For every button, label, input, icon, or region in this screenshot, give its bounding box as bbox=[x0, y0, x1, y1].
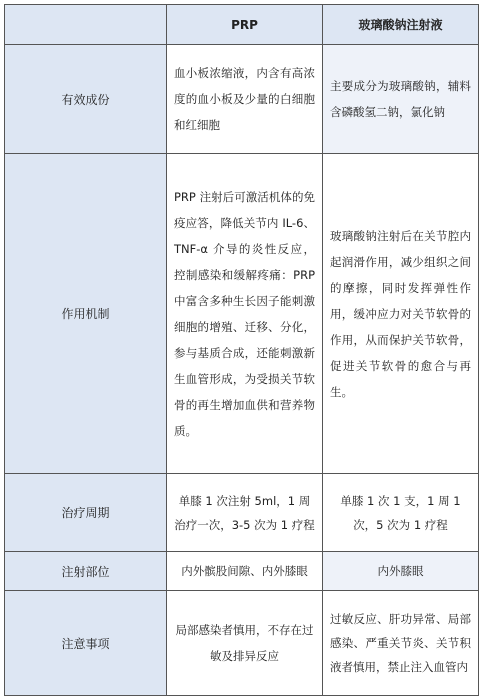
cell-prp-site: 内外髌股间隙、内外膝眼 bbox=[167, 552, 323, 591]
cell-prp-notes: 局部感染者慎用，不存在过敏及排异反应 bbox=[167, 591, 323, 696]
row-label-notes: 注意事项 bbox=[5, 591, 167, 696]
header-hyaluronate: 玻璃酸钠注射液 bbox=[323, 5, 479, 45]
table-row bbox=[5, 474, 479, 552]
cell-prp-mechanism: PRP 注射后可激活机体的免疫应答，降低关节内 IL-6、TNF-α 介导的炎性反应，控制感染和缓解疼痛：PRP 中富含多种生长因子能刺激细胞的增殖、迁移、分化，参与基质合成，还能刺激新生血管形成，为受损关节软骨的再生增加血供和营养物质。 bbox=[167, 154, 323, 474]
table-header-row bbox=[5, 5, 479, 45]
cell-prp-ingredients: 血小板浓缩液，内含有高浓度的血小板及少量的白细胞和红细胞 bbox=[167, 45, 323, 154]
cell-hyaluronate-mechanism: 玻璃酸钠注射后在关节腔内起润滑作用，减少组织之间的摩擦，同时发挥弹性作用，缓冲应力对关节软骨的作用，从而保护关节软骨，促进关节软骨的愈合与再生。 bbox=[323, 154, 479, 474]
row-label-mechanism: 作用机制 bbox=[5, 154, 167, 474]
cell-prp-course: 单膝 1 次注射 5ml，1 周治疗一次，3-5 次为 1 疗程 bbox=[167, 474, 323, 552]
cell-hyaluronate-course: 单膝 1 次 1 支，1 周 1 次，5 次为 1 疗程 bbox=[323, 474, 479, 552]
cell-hyaluronate-notes: 过敏反应、肝功异常、局部感染、严重关节炎、关节积液者慎用，禁止注入血管内 bbox=[323, 591, 479, 696]
header-blank bbox=[5, 5, 167, 45]
row-label-course: 治疗周期 bbox=[5, 474, 167, 552]
header-prp: PRP bbox=[167, 5, 323, 45]
row-label-site: 注射部位 bbox=[5, 552, 167, 591]
table-row bbox=[5, 154, 479, 474]
comparison-table-container bbox=[4, 4, 478, 674]
table-row bbox=[5, 552, 479, 591]
row-label-ingredients: 有效成份 bbox=[5, 45, 167, 154]
comparison-table bbox=[4, 4, 479, 696]
cell-hyaluronate-ingredients: 主要成分为玻璃酸钠，辅料含磷酸氢二钠，氯化钠 bbox=[323, 45, 479, 154]
table-row bbox=[5, 591, 479, 696]
cell-hyaluronate-site: 内外膝眼 bbox=[323, 552, 479, 591]
table-row bbox=[5, 45, 479, 154]
